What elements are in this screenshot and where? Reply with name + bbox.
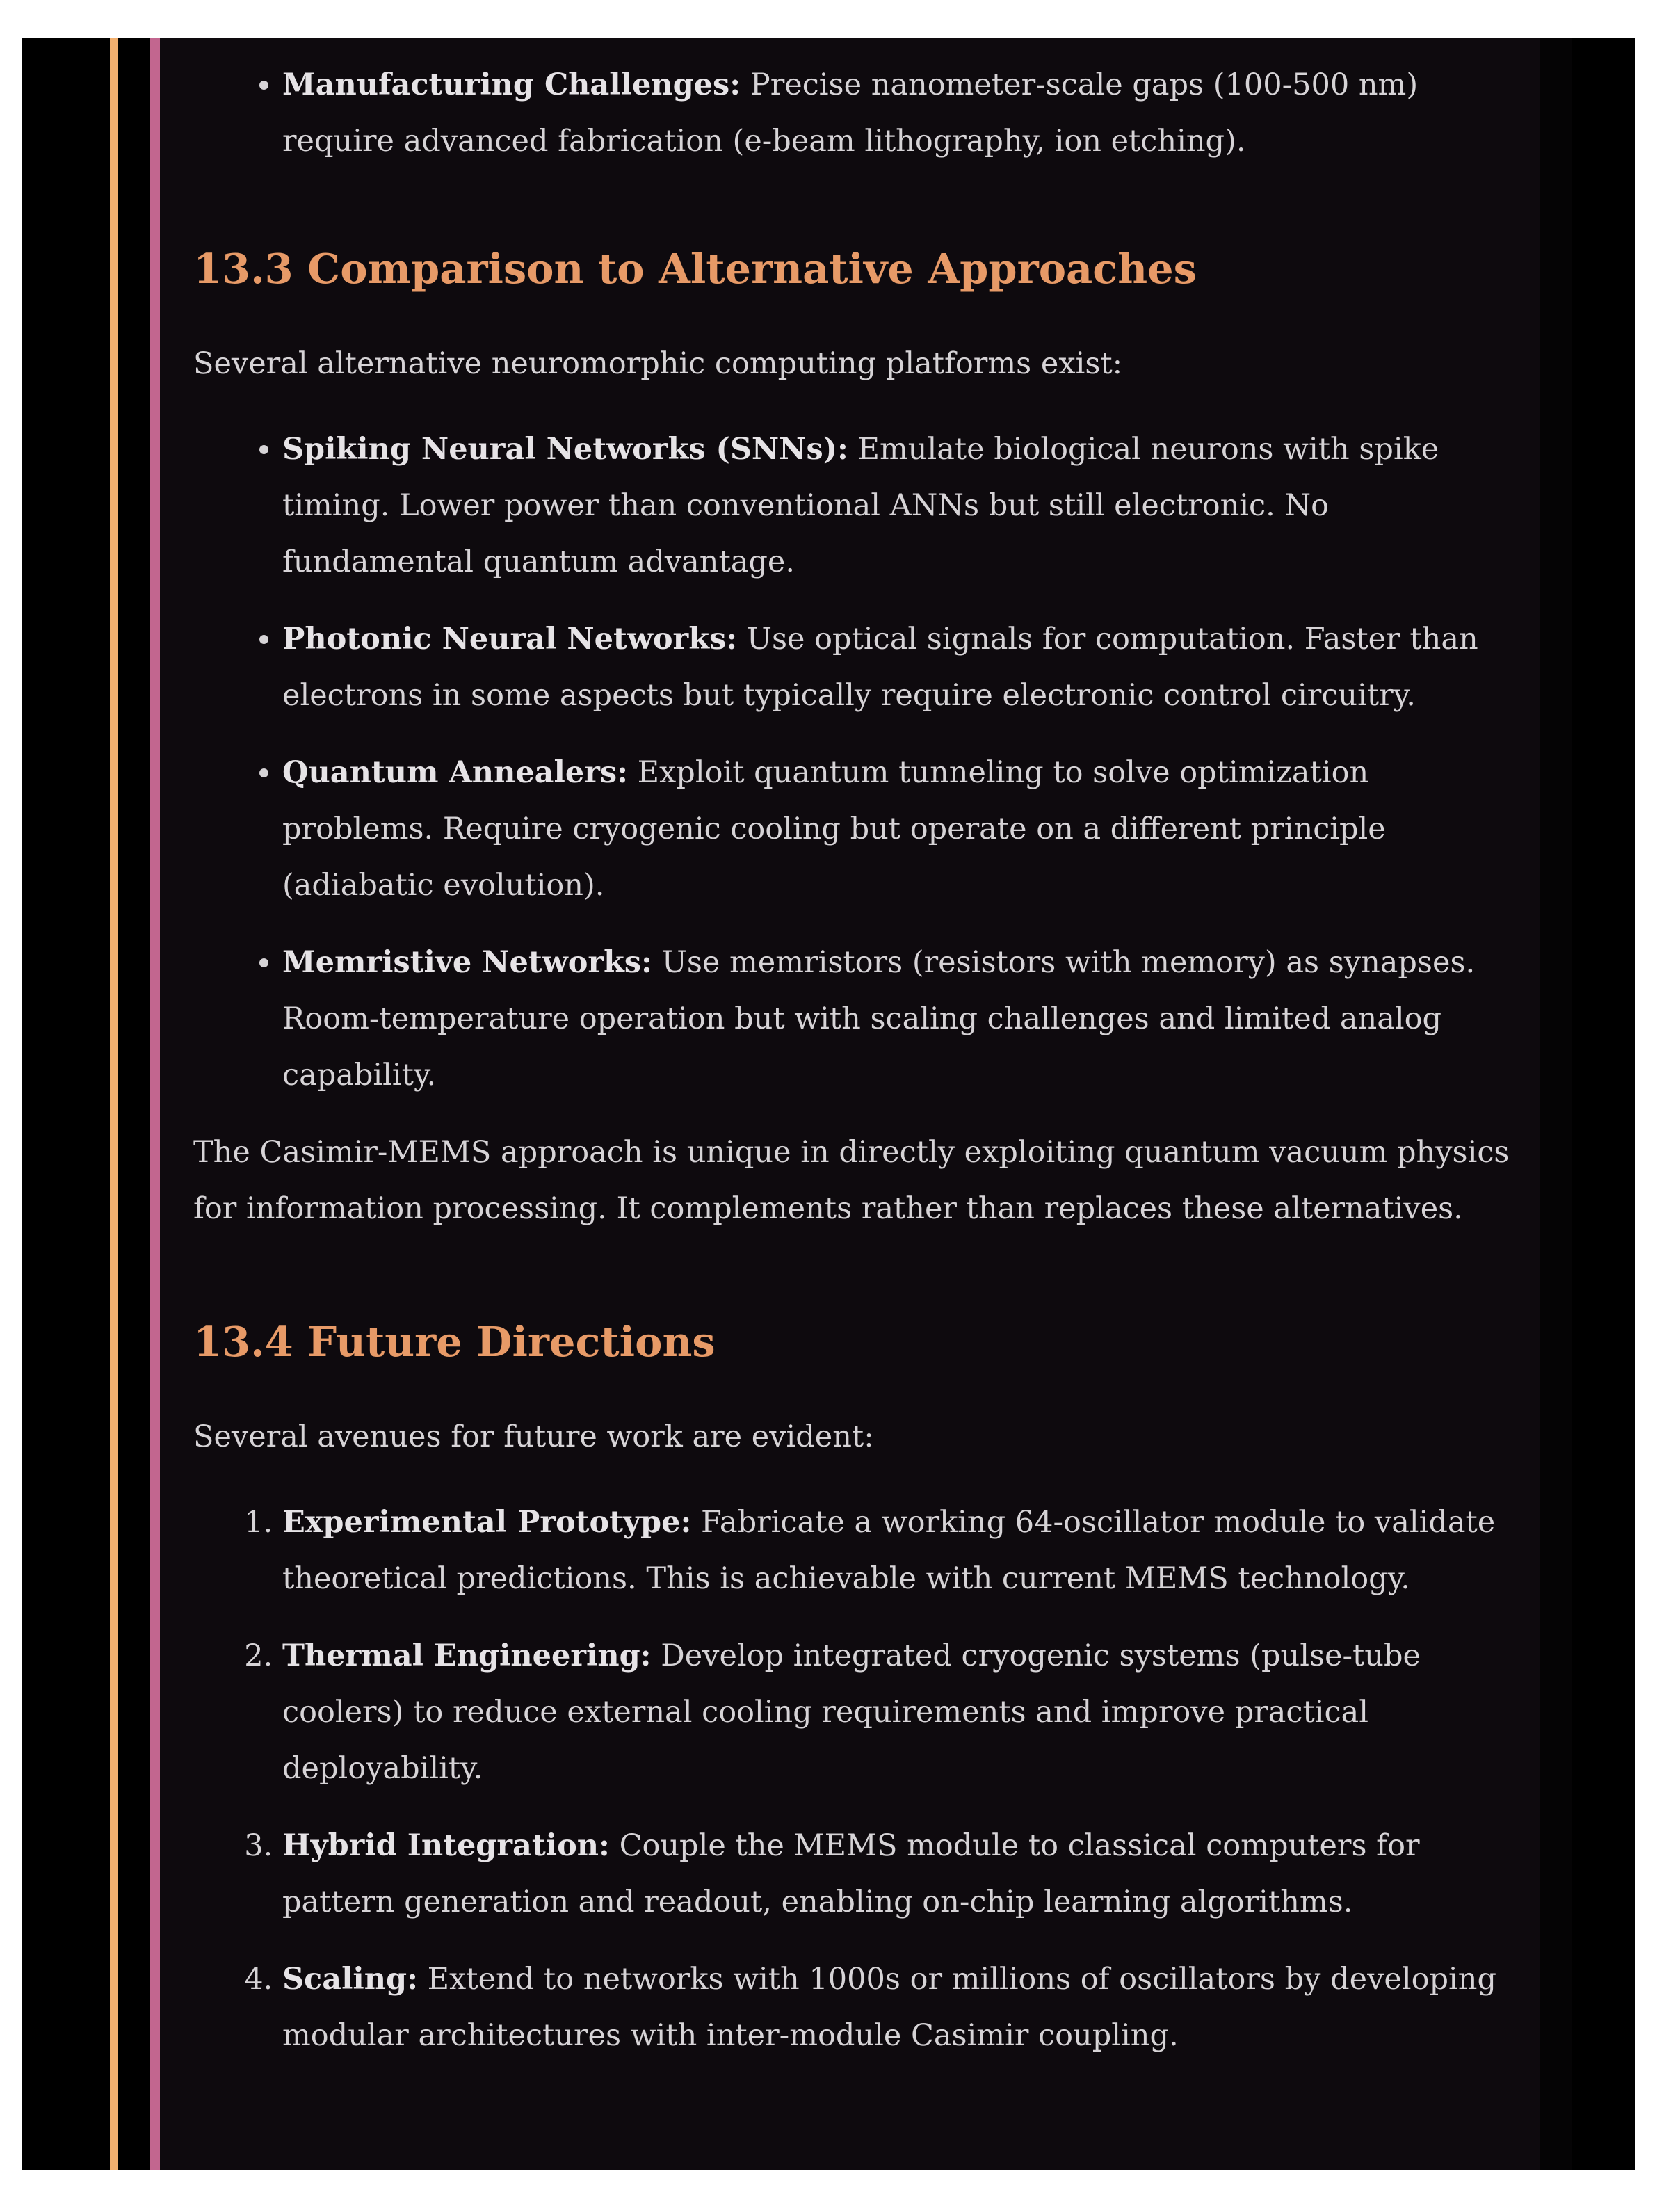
list-item [282, 1494, 1515, 1607]
section-heading-13-4: 13.4 Future Directions [193, 1318, 716, 1366]
list-item-text: Couple the MEMS module to classical computers for pattern generation and readout, enabling on-chip learning algorithms. [282, 1828, 1420, 1919]
list-item-text: Precise nanometer-scale gaps (100-500 nm) require advanced fabrication (e-beam lithography, ion etching). [282, 67, 1419, 159]
list-item-term: Scaling: [282, 1962, 418, 1997]
list-item-term: Photonic Neural Networks: [282, 622, 738, 656]
section-closing-13-3: The Casimir-MEMS approach is unique in directly exploiting quantum vacuum physics for information processing. It complements rather than replaces these alternatives. [193, 1135, 1510, 1226]
list-item-term: Hybrid Integration: [282, 1828, 610, 1863]
list-item [282, 57, 1515, 170]
list-item [282, 1628, 1515, 1797]
section-heading-13-3: 13.3 Comparison to Alternative Approaches [193, 245, 1197, 293]
section-intro-13-3: Several alternative neuromorphic computing platforms exist: [193, 346, 1123, 381]
pink-margin-stripe [150, 38, 160, 2170]
list-item-term: Experimental Prototype: [282, 1505, 692, 1540]
future-directions-numbered-list [193, 1494, 1515, 2064]
list-item-text: Extend to networks with 1000s or millions of oscillators by developing modular architectures with inter-module Casimir coupling. [282, 1962, 1496, 2053]
list-item-term: Memristive Networks: [282, 945, 652, 980]
list-item-term: Spiking Neural Networks (SNNs): [282, 432, 848, 467]
panel-edge-shade [1540, 38, 1572, 2170]
gold-margin-stripe [110, 38, 118, 2170]
list-item-text: Develop integrated cryogenic systems (pulse-tube coolers) to reduce external cooling requirements and improve practical deployability. [282, 1638, 1421, 1786]
list-item-text: Emulate biological neurons with spike timing. Lower power than conventional ANNs but still electronic. No fundamental quantum advantage. [282, 432, 1439, 579]
continued-bullet-list [193, 38, 1515, 170]
section-intro-13-4: Several avenues for future work are evident: [193, 1419, 874, 1454]
list-item-text: Fabricate a working 64-oscillator module to validate theoretical predictions. This is achievable with current MEMS technology. [282, 1505, 1496, 1596]
list-item [282, 1818, 1515, 1931]
list-item [282, 1951, 1515, 2064]
list-item [282, 611, 1515, 724]
list-item-term: Quantum Annealers: [282, 755, 628, 790]
alternatives-bullet-list [193, 421, 1515, 1104]
list-item-text: Use optical signals for computation. Faster than electrons in some aspects but typically require electronic control circuitry. [282, 622, 1478, 713]
list-item-text: Use memristors (resistors with memory) as synapses. Room-temperature operation but with scaling challenges and limited analog capability. [282, 945, 1476, 1093]
list-item-text: Exploit quantum tunneling to solve optimization problems. Require cryogenic cooling but operate on a different principle (adiabatic evolution). [282, 755, 1386, 903]
list-item-term: Manufacturing Challenges: [282, 67, 741, 102]
document-content [193, 38, 1515, 2085]
document-page [22, 38, 1635, 2170]
list-item-term: Thermal Engineering: [282, 1638, 652, 1673]
list-item [282, 421, 1515, 590]
list-item [282, 935, 1515, 1104]
list-item [282, 745, 1515, 914]
